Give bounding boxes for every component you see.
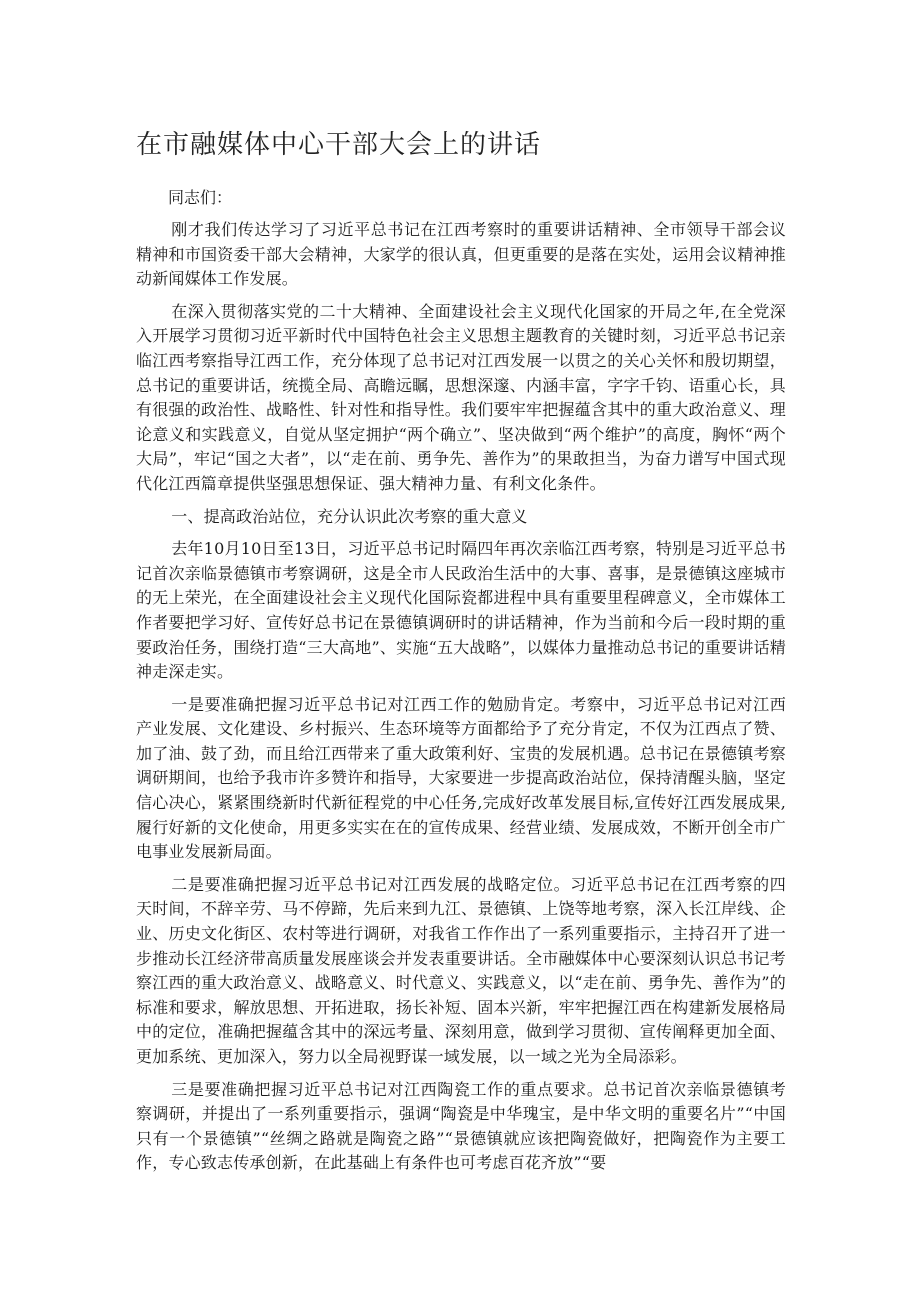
paragraph-point-1: 一是要准确把握习近平总书记对江西工作的勉励肯定。考察中，习近平总书记对江西产业发展、文化建设、乡村振兴、生态环境等方面都给予了充分肯定，不仅为江西点了赞、加了油、鼓了劲，而且给江西带来了重大政策利好、宝贵的发展机遇。总书记在景德镇考察调研期间，也给予我市许多赞许和指导，大家要进一步提高政治站位，保持清醒头脑，坚定信心决心，紧紧围绕新时代新征程党的中心任务,完成好改革发展目标,宣传好江西发展成果,履行好新的文化使命，用更多实实在在的宣传成果、经营业绩、发展成效，不断开创全市广电事业发展新局面。 bbox=[136, 694, 786, 862]
section-heading-1: 一、提高政治站位，充分认识此次考察的重大意义 bbox=[171, 506, 528, 526]
salutation: 同志们： bbox=[168, 188, 233, 207]
paragraph-point-3: 三是要准确把握习近平总书记对江西陶瓷工作的重点要求。总书记首次亲临景德镇考察调研，并提出了一系列重要指示，强调“陶瓷是中华瑰宝，是中华文明的重要名片”“中国只有一个景德镇”“丝绸之路就是陶瓷之路”“景德镇就应该把陶瓷做好，把陶瓷作为主要工作，专心致志传承创新，在此基础上有条件也可考虑百花齐放”“要 bbox=[136, 1079, 786, 1173]
paragraph-point-2: 二是要准确把握习近平总书记对江西发展的战略定位。习近平总书记在江西考察的四天时间，不辞辛劳、马不停蹄，先后来到九江、景德镇、上饶等地考察，深入长江岸线、企业、历史文化街区、农村等进行调研，对我省工作作出了一系列重要指示，主持召开了进一步推动长江经济带高质量发展座谈会并发表重要讲话。全市融媒体中心要深刻认识总书记考察江西的重大政治意义、战略意义、时代意义、实践意义，以“走在前、勇争先、善作为”的标准和要求，解放思想、开拓进取，扬长补短、固本兴新，牢牢把握江西在构建新发展格局中的定位，准确把握蕴含其中的深远考量、深刻用意，做到学习贯彻、宣传阐释更加全面、更加系统、更加深入，努力以全局视野谋一域发展，以一域之光为全局添彩。 bbox=[136, 874, 786, 1066]
document-page bbox=[136, 128, 786, 1184]
paragraph-background: 在深入贯彻落实党的二十大精神、全面建设社会主义现代化国家的开局之年,在全党深入开展学习贯彻习近平新时代中国特色社会主义思想主题教育的关键时刻，习近平总书记亲临江西考察指导江西工作，充分体现了总书记对江西发展一以贯之的关心关怀和殷切期望，总书记的重要讲话，统揽全局、高瞻远瞩，思想深邃、内涵丰富，字字千钧、语重心长，具有很强的政治性、战略性、针对性和指导性。我们要牢牢把握蕴含其中的重大政治意义、理论意义和实践意义，自觉从坚定拥护“两个确立”、坚决做到“两个维护”的高度，胸怀“两个大局”，牢记“国之大者”，以“走在前、勇争先、善作为”的果敢担当，为奋力谱写中国式现代化江西篇章提供坚强思想保证、强大精神力量、有利文化条件。 bbox=[136, 301, 786, 493]
paragraph-visit: 去年10月10日至13日，习近平总书记时隔四年再次亲临江西考察，特别是习近平总书记首次亲临景德镇市考察调研，这是全市人民政治生活中的大事、喜事，是景德镇这座城市的无上荣光，在全面建设社会主义现代化国际瓷都进程中具有重要里程碑意义，全市媒体工作者要把学习好、宣传好总书记在景德镇调研时的讲话精神，作为当前和今后一段时期的重要政治任务，围绕打造“三大高地”、实施“五大战略”，以媒体力量推动总书记的重要讲话精神走深走实。 bbox=[136, 539, 786, 682]
paragraph-intro: 刚才我们传达学习了习近平总书记在江西考察时的重要讲话精神、全市领导干部会议精神和市国资委干部大会精神，大家学的很认真，但更重要的是落在实处，运用会议精神推动新闻媒体工作发展。 bbox=[136, 220, 786, 289]
document-title: 在市融媒体中心干部大会上的讲话 bbox=[136, 130, 542, 160]
